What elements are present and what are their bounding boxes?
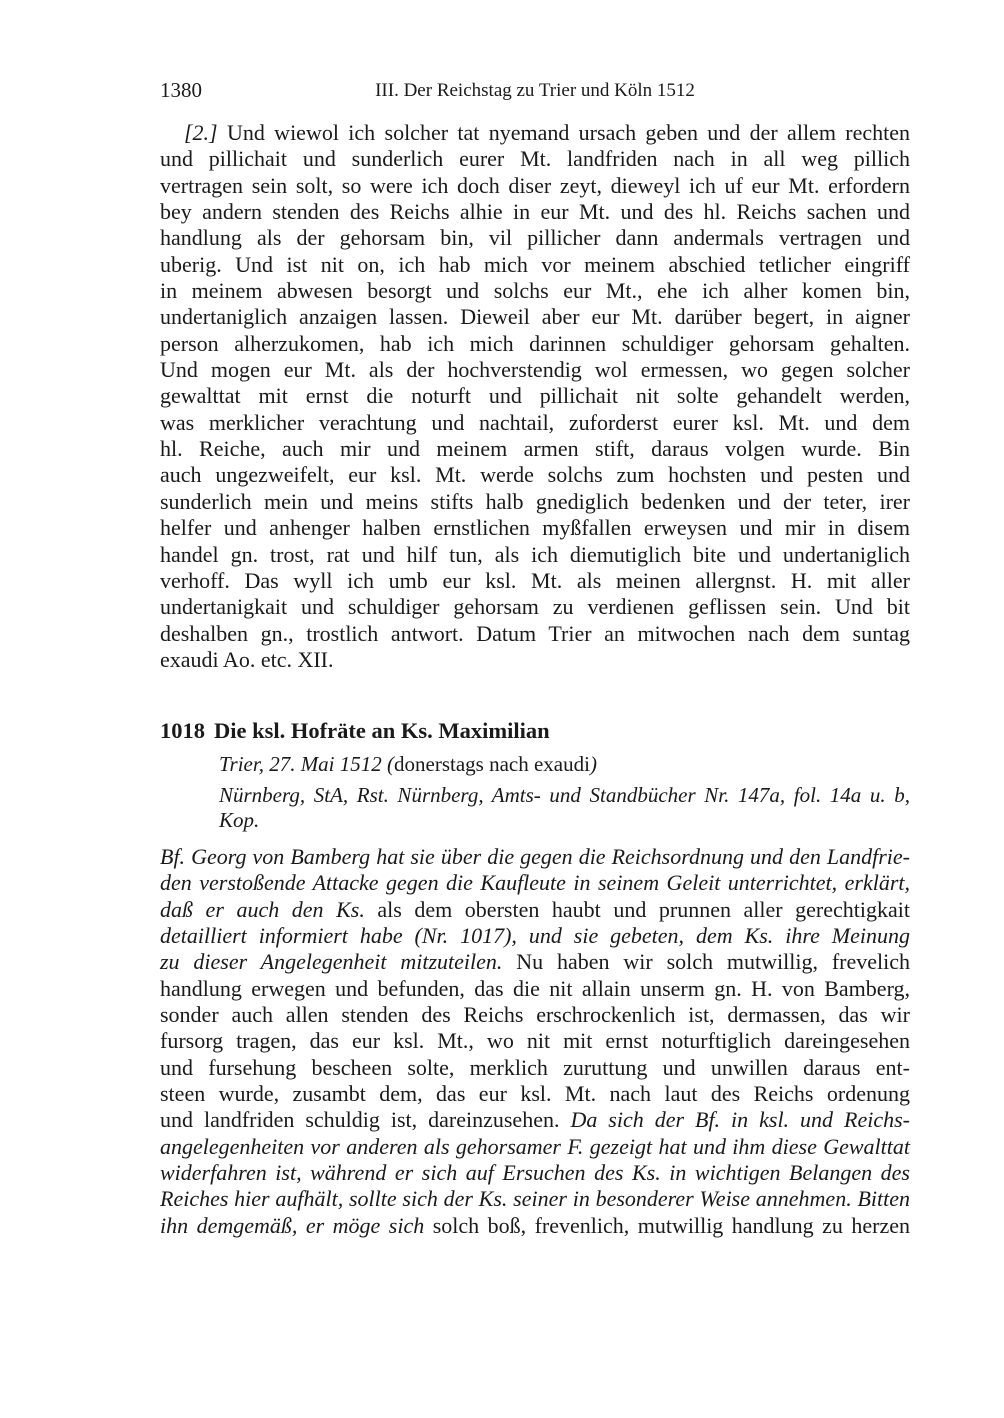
text-line — [160, 949, 910, 975]
text-segment: handel gn. trost, rat und hilf tun, als ich diemutiglich bite und undertaniglich — [160, 541, 910, 567]
text-segment: fursorg tragen, das eur ksl. Mt., wo nit mit ernst noturftiglich dareingesehen — [160, 1028, 910, 1054]
text-segment: exaudi Ao. etc. XII. — [160, 646, 334, 672]
text-line — [160, 225, 910, 251]
italic-segment: daß er auch den Ks. — [160, 896, 365, 922]
text-segment: vertragen sein solt, so were ich doch diser zeyt, dieweyl ich uf eur Mt. erfordern — [160, 172, 910, 198]
text-segment: helfer und anhenger halben ernstlichen myßfallen erweysen und mir in disem — [160, 515, 910, 541]
text-line-content — [160, 976, 910, 1002]
text-line — [160, 1160, 910, 1186]
text-line-content — [160, 923, 910, 949]
text-line — [160, 923, 910, 949]
text-segment: solch boß, frevenlich, mutwillig handlung zu herzen — [424, 1212, 910, 1238]
text-segment: hl. Reiche, auch mir und meinem armen stift, daraus volgen wurde. Bin — [160, 436, 910, 462]
text-line-content — [160, 594, 910, 620]
text-line — [160, 568, 910, 594]
document-title: Die ksl. Hofräte an Ks. Maximilian — [214, 718, 550, 743]
text-segment: undertaniglich anzaigen lassen. Dieweil aber eur Mt. darüber begert, in aigner — [160, 304, 910, 330]
text-line — [160, 844, 910, 870]
text-line-content — [160, 1160, 910, 1186]
text-segment: uberig. Und ist nit on, ich hab mich vor meinem abschied tetlicher eingriff — [160, 251, 910, 277]
document-number: 1018 — [160, 718, 205, 743]
paragraph-letter-text — [160, 120, 910, 673]
italic-segment: detailliert informiert habe (Nr. 1017), und sie gebeten, dem Ks. ihre Meinung — [160, 923, 910, 949]
text-line-content — [160, 357, 910, 383]
text-line — [160, 146, 910, 172]
text-line — [160, 1002, 910, 1028]
text-segment: bey andern stenden des Reichs alhie in eur Mt. und des hl. Reichs sachen und — [160, 199, 910, 225]
text-segment: deshalben gn., trostlich antwort. Datum Trier an mitwochen nach dem suntag — [160, 620, 910, 646]
text-line — [160, 897, 910, 923]
text-line-content — [160, 1028, 910, 1054]
text-line — [160, 1081, 910, 1107]
text-line — [160, 1107, 910, 1133]
text-line — [160, 515, 910, 541]
text-segment: person alherzukomen, hab ich mich darinnen schuldiger gehorsam gehalten. — [160, 330, 910, 356]
italic-segment: [2.] — [184, 120, 218, 145]
text-segment: sonder auch allen stenden des Reichs erschrockenlich ist, dermassen, das wir — [160, 1002, 910, 1028]
text-line-content — [160, 304, 910, 330]
italic-segment: Reiches hier aufhält, sollte sich der Ks. seiner in besonderer Weise annehmen. Bitten — [160, 1186, 910, 1212]
text-line — [160, 173, 910, 199]
text-segment: verhoff. Das wyll ich umb eur ksl. Mt. als meinen allergnst. H. mit aller — [160, 567, 910, 593]
text-line — [160, 542, 910, 568]
text-line-content — [160, 383, 910, 409]
text-segment: Nu haben wir solch mutwillig, frevelich — [502, 949, 910, 975]
text-line — [160, 489, 910, 515]
italic-segment: ihn demgemäß, er möge sich — [160, 1212, 425, 1238]
text-line — [160, 870, 910, 896]
text-line — [160, 1213, 910, 1239]
text-segment: sunderlich mein und meins stifts halb gnediglich bedenken und der teter, irer — [160, 488, 910, 514]
italic-segment: Da sich der Bf. in ksl. und Reichs- — [570, 1107, 910, 1133]
text-line — [160, 1028, 910, 1054]
text-segment: in meinem abwesen besorgt und solchs eur Mt., ehe ich alher komen bin, — [160, 278, 910, 304]
text-line — [160, 976, 910, 1002]
document-heading — [160, 718, 550, 744]
text-line-content — [160, 252, 910, 278]
text-line-content — [160, 870, 910, 896]
text-segment: und fursehung bescheen solte, merklich zuruttung und unwillen daraus ent- — [160, 1054, 910, 1080]
text-line — [160, 594, 910, 620]
text-line — [160, 436, 910, 462]
text-line-content — [160, 199, 910, 225]
text-line-content — [160, 436, 910, 462]
text-line — [160, 383, 910, 409]
date-close: ) — [589, 752, 597, 776]
italic-segment: widerfahren ist, während er sich auf Ersuchen des Ks. in wichtigen Belangen des — [160, 1160, 910, 1186]
italic-segment: angelegenheiten vor anderen als gehorsamer F. gezeigt hat und ihm diese Gewalttat — [160, 1133, 910, 1159]
text-line-content — [160, 647, 334, 673]
text-segment: Und mogen eur Mt. als der hochverstendig wol ermessen, wo gegen solcher — [160, 357, 910, 383]
text-line-content — [160, 949, 910, 975]
date-feast: donerstags nach exaudi — [394, 752, 590, 776]
source-line-continued: Kop. — [219, 808, 260, 832]
text-line — [160, 1055, 910, 1081]
text-line-content — [160, 331, 910, 357]
text-segment: handlung als der gehorsam bin, vil pillicher dann andermals vertragen und — [160, 225, 910, 251]
text-line — [160, 304, 910, 330]
text-line-content — [160, 844, 910, 870]
date-line — [219, 752, 910, 777]
running-title: III. Der Reichstag zu Trier und Köln 1512 — [375, 80, 695, 101]
text-line — [160, 120, 910, 146]
text-line — [160, 1134, 910, 1160]
italic-segment: Bf. Georg von Bamberg hat sie über die gegen die Reichsordnung und den Landfrie- — [160, 844, 910, 869]
text-segment: auch ungezweifelt, eur ksl. Mt. werde solchs zum hochsten und pesten und — [160, 462, 910, 488]
text-line-content — [160, 278, 910, 304]
text-line-content — [160, 1107, 910, 1133]
text-line — [160, 199, 910, 225]
text-line-content — [160, 1213, 910, 1239]
text-line-content — [160, 1055, 910, 1081]
source-line: Nürnberg, StA, Rst. Nürnberg, Amts- und Standbücher Nr. 147a, fol. 14a u. b, — [219, 783, 910, 807]
text-line — [160, 331, 910, 357]
text-line — [160, 278, 910, 304]
text-line-content — [160, 410, 910, 436]
text-line-content — [160, 120, 910, 146]
text-line-content — [160, 568, 910, 594]
text-line-content — [160, 225, 910, 251]
text-line-content — [160, 1134, 910, 1160]
text-line-content — [160, 897, 910, 923]
text-segment: was merklicher verachtung und nachtail, zuforderst eurer ksl. Mt. und dem — [160, 409, 910, 435]
text-line-content — [160, 1081, 910, 1107]
paragraph-document-text — [160, 844, 910, 1239]
text-line-content — [160, 146, 910, 172]
text-line — [160, 410, 910, 436]
text-segment: undertanigkait und schuldiger gehorsam zu verdienen geflissen sein. Und bit — [160, 594, 910, 620]
text-segment: und landfriden schuldig ist, dareinzusehen. — [160, 1107, 571, 1133]
text-line-content — [160, 462, 910, 488]
italic-segment: den verstoßende Attacke gegen die Kaufleute in seinem Geleit unterrichtet, erklärt, — [160, 870, 910, 896]
text-segment: handlung erwegen und befunden, das die nit allain unserm gn. H. von Bamberg, — [160, 975, 910, 1001]
italic-segment: zu dieser Angelegenheit mitzuteilen. — [160, 949, 503, 975]
text-line — [160, 357, 910, 383]
text-line-content — [160, 515, 910, 541]
text-segment: und pillichait und sunderlich eurer Mt. landfriden nach in all weg pillich — [160, 146, 910, 172]
text-line — [160, 621, 910, 647]
text-line-content — [160, 489, 910, 515]
text-line — [160, 1186, 910, 1212]
text-segment: steen wurde, zusambt dem, das eur ksl. Mt. nach laut des Reichs ordenung — [160, 1081, 910, 1107]
text-line-content — [160, 1002, 910, 1028]
text-line — [160, 647, 910, 673]
text-line — [160, 462, 910, 488]
text-segment: als dem obersten haubt und prunnen aller gerechtigkait — [364, 896, 911, 922]
text-segment: Und wiewol ich solcher tat nyemand ursach geben und der allem rechten — [217, 120, 910, 145]
text-line-content — [160, 173, 910, 199]
text-line-content — [160, 1186, 910, 1212]
document-metadata — [219, 752, 910, 833]
text-segment: gewalttat mit ernst die noturft und pillichait nit solte gehandelt werden, — [160, 383, 910, 409]
date-italic: Trier, 27. Mai 1512 ( — [219, 752, 395, 776]
text-line-content — [160, 542, 910, 568]
page-number: 1380 — [160, 78, 202, 102]
text-line — [160, 252, 910, 278]
text-line-content — [160, 621, 910, 647]
